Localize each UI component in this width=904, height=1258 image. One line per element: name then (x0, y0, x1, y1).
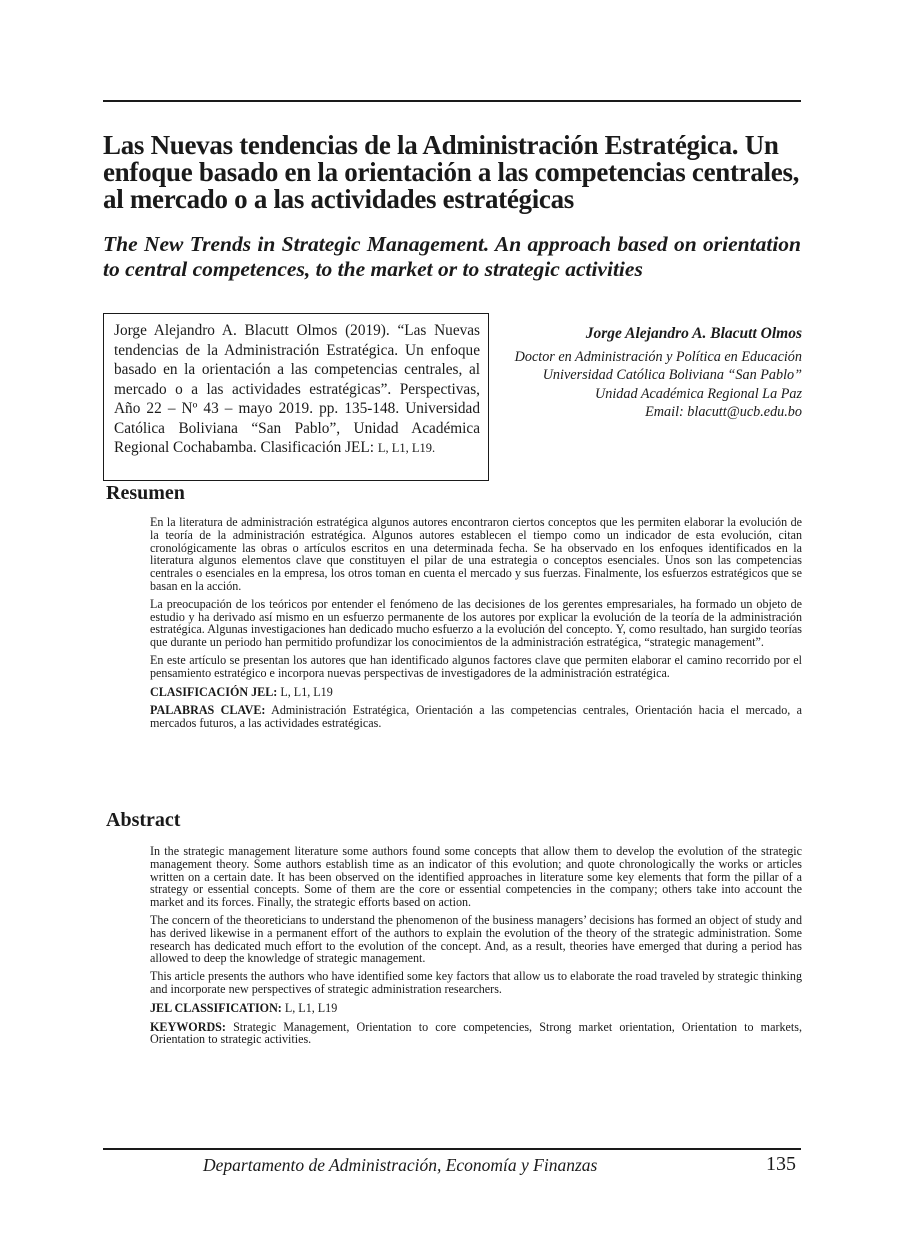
abstract-body (150, 845, 802, 1051)
abstract-paragraph: In the strategic management literature some authors found some concepts that allow them to develop the evolution of the strategic management theory. Some authors establish time as an indicator of this evolution; and quote chronologically the works or articles written on a certain date. It has been observed on the identified approaches in literature some key elements that form the pillar of a strategy or essential concepts. Some of them are the core or essential competencies in the company; others take into account the market and its forces. Finally, the strategic efforts based on action. (150, 844, 802, 910)
abstract-paragraph: The concern of the theoreticians to understand the phenomenon of the business managers’ decisions has formed an object of study and has derived likewise in a permanent effort of the authors to explain the evolution of the theory of the strategic administration. Some research has dedicated much effort to the evolution of the concept. And, as a result, theories have emerged that during a period has allowed to deep the knowledge of strategic management. (150, 912, 802, 966)
abstract-keywords-value: Strategic Management, Orientation to core competencies, Strong market orientation, Orientation to markets, Orientation to strategic activities. (150, 1019, 802, 1047)
footer-department: Departamento de Administración, Economía y Finanzas (203, 1155, 598, 1175)
citation-jel: L, L1, L19. (377, 441, 436, 455)
author-email[interactable]: Email: blacutt@ucb.edu.bo (645, 404, 802, 420)
author-university: Universidad Católica Boliviana “San Pablo” (542, 367, 802, 383)
resumen-jel-label: CLASIFICACIÓN JEL: (150, 684, 278, 699)
resumen-paragraph: En la literatura de administración estratégica algunos autores encontraron ciertos conceptos que les permiten elaborar la evolución de la teoría de la administración estratégica. Algunos autores establecen el tiempo como un indicador de esta evolución, citan cronológicamente las obras o artículos escritos en una determinada fecha. Se ha observado en los enfoques identificados en la literatura algunos elementos clave que constituyen el pilar de una estrategia o conceptos esenciales. Unos son las competencias centrales o esenciales en la empresa, los otros toman en cuenta el mercado y sus fuerzas. Finalmente, los esfuerzos estratégicos que se basan en la acción. (150, 515, 802, 593)
resumen-keywords-label: PALABRAS CLAVE: (150, 703, 266, 718)
abstract-keywords-label: KEYWORDS: (150, 1019, 226, 1034)
author-block (492, 325, 802, 422)
title-english: The New Trends in Strategic Management. An approach based on orientation to central competences, to the market or to strategic activities (103, 232, 801, 281)
citation-box (103, 313, 489, 481)
abstract-heading: Abstract (106, 809, 181, 831)
abstract-jel-label: JEL CLASSIFICATION: (150, 1000, 282, 1015)
author-degree: Doctor en Administración y Política en Educación (514, 348, 802, 365)
title-spanish: Las Nuevas tendencias de la Administración Estratégica. Un enfoque basado en la orientación a las competencias centrales, al mercado o a las actividades estratégicas (103, 130, 800, 214)
author-name: Jorge Alejandro A. Blacutt Olmos (585, 325, 802, 342)
bottom-rule (103, 1148, 801, 1150)
citation-text: Jorge Alejandro A. Blacutt Olmos (2019). “Las Nuevas tendencias de la Administración Estratégica. Un enfoque basado en la orientación a las competencias centrales, al mercado o a las actividades estratégicas”. Perspectivas, Año 22 – Nº 43 – mayo 2019. pp. 135-148. Universidad Católica Boliviana “San Pablo”, Unidad Académica Regional Cochabamba. Clasificación JEL: (114, 322, 480, 456)
resumen-keywords-value: Administración Estratégica, Orientación a las competencias centrales, Orientación hacia el mercado, a mercados futuros, a las actividades estratégicas. (150, 703, 802, 731)
page-number: 135 (766, 1153, 796, 1175)
page-footer (103, 1155, 801, 1177)
resumen-jel-value: L, L1, L19 (277, 684, 333, 699)
author-unit: Unidad Académica Regional La Paz (594, 385, 802, 402)
abstract-paragraph: This article presents the authors who have identified some key factors that allow us to elaborate the road traveled by strategic thinking and incorporate new perspectives of strategic administration researchers. (150, 969, 802, 996)
abstract-keywords (150, 1021, 802, 1047)
resumen-keywords (150, 704, 802, 730)
abstract-jel-value: L, L1, L19 (281, 1000, 338, 1015)
resumen-paragraph: La preocupación de los teóricos por entender el fenómeno de las decisiones de los gerentes empresariales, ha formado un objeto de estudio y ha derivado así mismo en un esfuerzo permanente de los autores por explicar la evolución de la teoría de la administración estratégica. Algunas investigaciones han dedicado mucho esfuerzo a la evolución del concepto. Y, como resultado, han surgido teorías que durante un periodo han permitido profundizar los conocimientos de la administración estratégica, “strategic management”. (150, 596, 802, 650)
resumen-paragraph: En este artículo se presentan los autores que han identificado algunos factores clave que permiten elaborar el camino recorrido por el pensamiento estratégico e incorpora nuevas perspectivas de investigadores de la administración estratégica. (150, 652, 802, 680)
abstract-jel (150, 1002, 802, 1015)
resumen-heading: Resumen (106, 482, 185, 504)
resumen-jel (150, 686, 802, 699)
top-rule (103, 100, 801, 102)
resumen-body (150, 516, 802, 735)
